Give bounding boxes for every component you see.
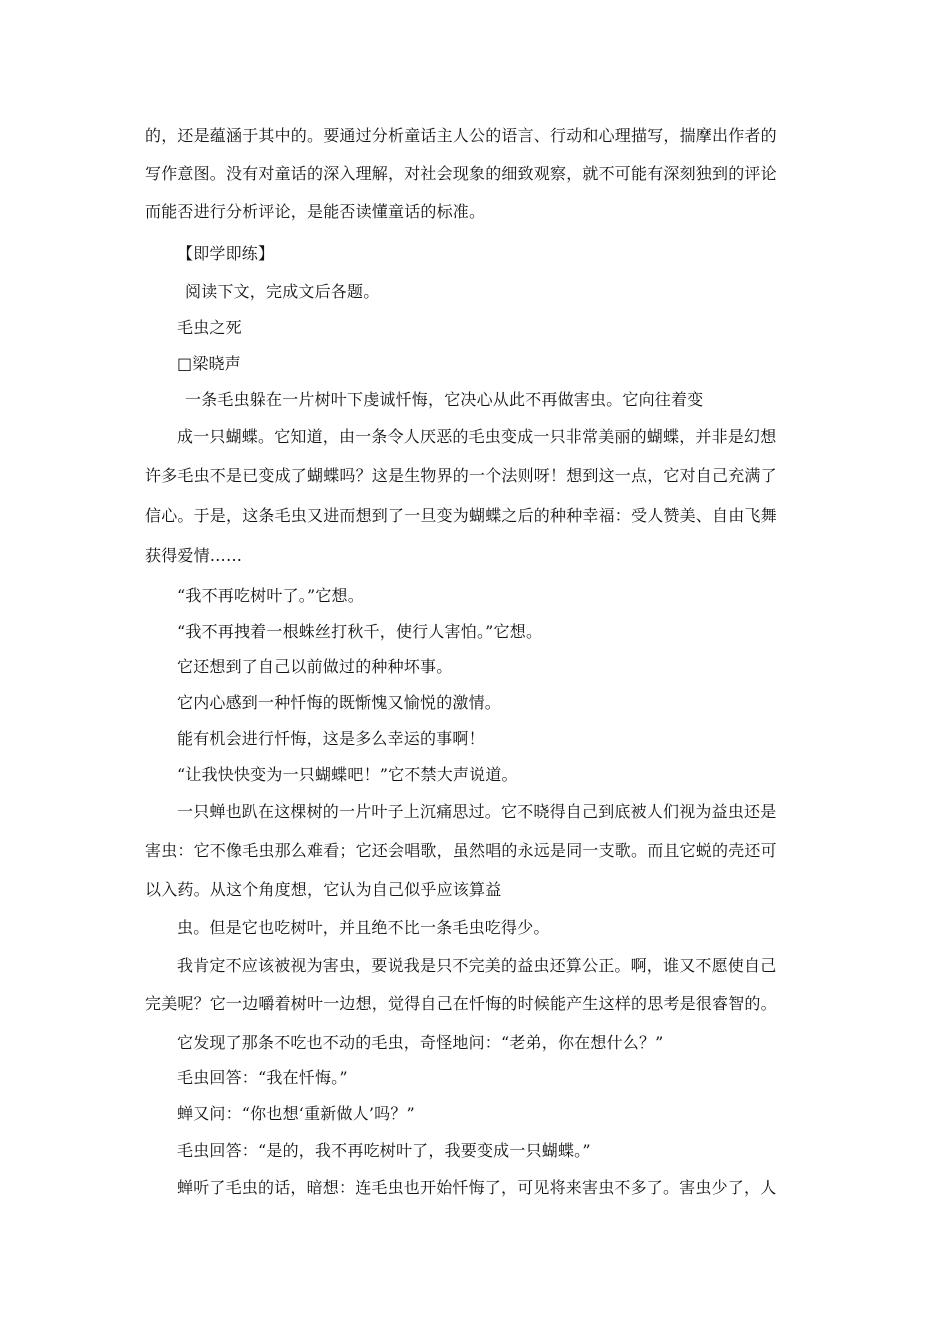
- paragraph-line: 成一只蝴蝶。它知道，由一条令人厌恶的毛虫变成一只非常美丽的蝴蝶，并非是幻想: [177, 427, 777, 446]
- paragraph-line: 害虫：它不像毛虫那么难看；它还会唱歌，虽然唱的永远是同一支歌。而且它蜕的壳还可: [145, 841, 777, 860]
- paragraph-line: 它还想到了自己以前做过的种种坏事。: [177, 657, 453, 676]
- paragraph-line: 它发现了那条不吃也不动的毛虫，奇怪地问：“老弟，你在想什么？”: [177, 1033, 664, 1052]
- paragraph-line: 而能否进行分析评论，是能否读懂童话的标准。: [145, 202, 486, 221]
- paragraph-line: 蝉又问：“你也想‘重新做人’吗？”: [177, 1104, 415, 1123]
- paragraph-line: 完美呢？它一边嚼着树叶一边想，觉得自己在忏悔的时候能产生这样的思考是很睿智的。: [145, 994, 777, 1013]
- paragraph-line: 我肯定不应该被视为害虫，要说我是只不完美的益虫还算公正。啊，谁又不愿使自己: [177, 956, 777, 975]
- instruction-text: 阅读下文，完成文后各题。: [185, 282, 380, 301]
- story-author: □梁晓声: [177, 354, 241, 373]
- paragraph-line: 一只蝉也趴在这棵树的一片叶子上沉痛思过。它不晓得自己到底被人们视为益虫还是: [177, 802, 777, 821]
- paragraph-line: 能有机会进行忏悔，这是多么幸运的事啊！: [177, 729, 485, 748]
- story-title: 毛虫之死: [177, 318, 242, 337]
- paragraph-line: “我不再吃树叶了。”它想。: [177, 586, 364, 605]
- paragraph-line: 虫。但是它也吃树叶，并且绝不比一条毛虫吃得少。: [177, 918, 550, 937]
- paragraph-line: “我不再拽着一根蛛丝打秋千，使行人害怕。”它想。: [177, 622, 543, 641]
- paragraph-line: 信心。于是，这条毛虫又进而想到了一旦变为蝴蝶之后的种种幸福：受人赞美、自由飞舞: [145, 506, 777, 525]
- paragraph-line: 蝉听了毛虫的话，暗想：连毛虫也开始忏悔了，可见将来害虫不多了。害虫少了，人: [177, 1178, 777, 1197]
- paragraph-line: “让我快快变为一只蝴蝶吧！”它不禁大声说道。: [177, 765, 518, 784]
- paragraph-line: 的，还是蕴涵于其中的。要通过分析童话主人公的语言、行动和心理描写，揣摩出作者的: [145, 126, 777, 145]
- paragraph-line: 一条毛虫躲在一片树叶下虔诚忏悔，它决心从此不再做害虫。它向往着变: [185, 390, 704, 409]
- paragraph-line: 它内心感到一种忏悔的既惭愧又愉悦的激情。: [177, 693, 502, 712]
- paragraph-line: 毛虫回答：“是的，我不再吃树叶了，我要变成一只蝴蝶。”: [177, 1141, 591, 1160]
- paragraph-line: 以入药。从这个角度想，它认为自己似乎应该算益: [145, 880, 502, 899]
- paragraph-line: 获得爱情……: [145, 546, 243, 565]
- section-heading: 【即学即练】: [177, 244, 275, 263]
- paragraph-line: 写作意图。没有对童话的深入理解，对社会现象的细致观察，就不可能有深刻独到的评论: [145, 164, 777, 183]
- paragraph-line: 许多毛虫不是已变成了蝴蝶吗？这是生物界的一个法则呀！想到这一点，它对自己充满了: [145, 466, 777, 485]
- paragraph-line: 毛虫回答：“我在忏悔。”: [177, 1068, 348, 1087]
